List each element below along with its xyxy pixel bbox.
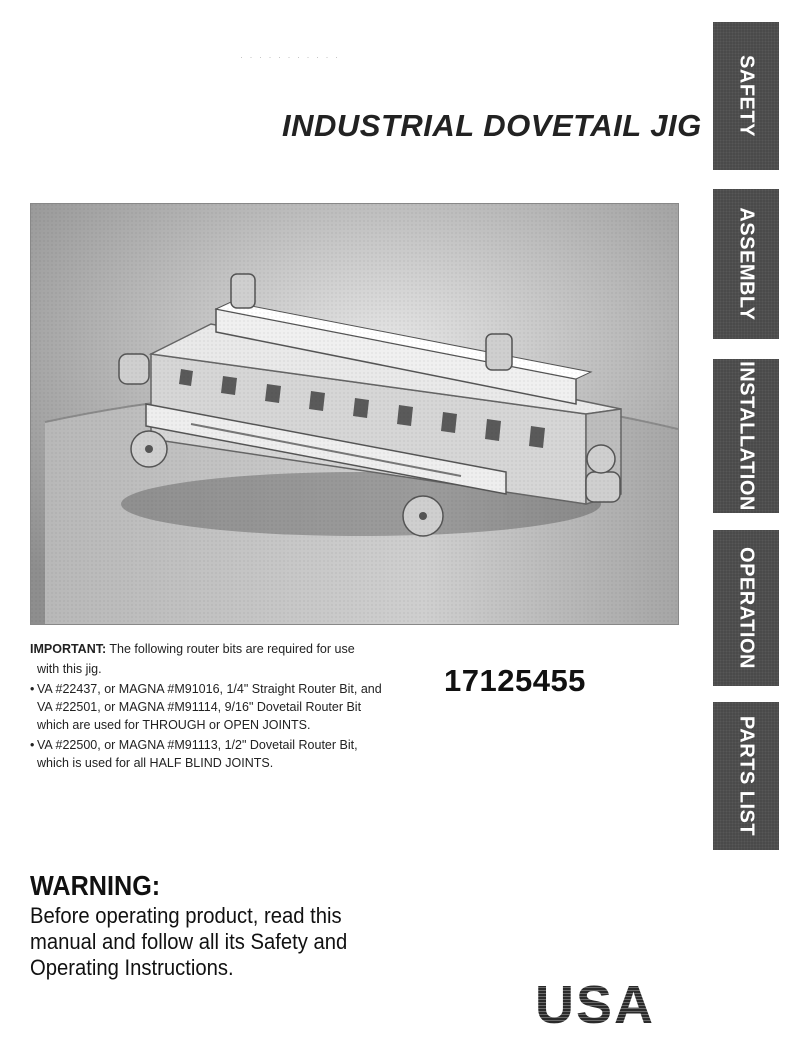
list-item bbox=[30, 736, 400, 772]
important-label: IMPORTANT: bbox=[30, 642, 107, 656]
important-notice bbox=[30, 640, 400, 772]
list-item bbox=[30, 680, 400, 734]
tab-label: INSTALLATION bbox=[735, 361, 758, 511]
bullet-line: VA #22501, or MAGNA #M91114, 9/16" Dovetail Router Bit bbox=[37, 700, 362, 714]
section-tabs bbox=[713, 22, 779, 862]
document-title: INDUSTRIAL DOVETAIL JIG bbox=[282, 108, 702, 143]
important-intro-cont: with this jig. bbox=[37, 662, 102, 676]
tab-parts-list[interactable] bbox=[713, 702, 779, 850]
tab-label: PARTS LIST bbox=[735, 715, 758, 837]
warning-line: manual and follow all its Safety and bbox=[30, 929, 348, 954]
product-photo bbox=[30, 203, 679, 625]
tab-operation[interactable] bbox=[713, 530, 779, 686]
bullet-line: • VA #22437, or MAGNA #M91016, 1/4" Straight Router Bit, and bbox=[37, 682, 382, 696]
tab-label: ASSEMBLY bbox=[735, 207, 758, 321]
faint-header-text: · · · · · · · · · · · bbox=[240, 52, 340, 62]
tab-safety[interactable] bbox=[713, 22, 779, 170]
usa-logo: USA bbox=[535, 975, 656, 1035]
tab-label: SAFETY bbox=[735, 55, 758, 137]
tab-label: OPERATION bbox=[735, 547, 758, 669]
warning-title: WARNING: bbox=[30, 870, 161, 901]
tab-installation[interactable] bbox=[713, 359, 779, 513]
part-number: 17125455 bbox=[444, 663, 586, 698]
bullet-line: which is used for all HALF BLIND JOINTS. bbox=[37, 756, 274, 770]
important-intro: The following router bits are required for use bbox=[106, 642, 355, 656]
bullet-line: which are used for THROUGH or OPEN JOINTS. bbox=[37, 718, 311, 732]
warning-line: Operating Instructions. bbox=[30, 955, 234, 980]
dovetail-jig-illustration bbox=[31, 204, 678, 624]
warning-text bbox=[30, 903, 398, 981]
warning-line: Before operating product, read this bbox=[30, 903, 342, 928]
tab-assembly[interactable] bbox=[713, 189, 779, 339]
bullet-line: • VA #22500, or MAGNA #M91113, 1/2" Dovetail Router Bit, bbox=[37, 738, 358, 752]
